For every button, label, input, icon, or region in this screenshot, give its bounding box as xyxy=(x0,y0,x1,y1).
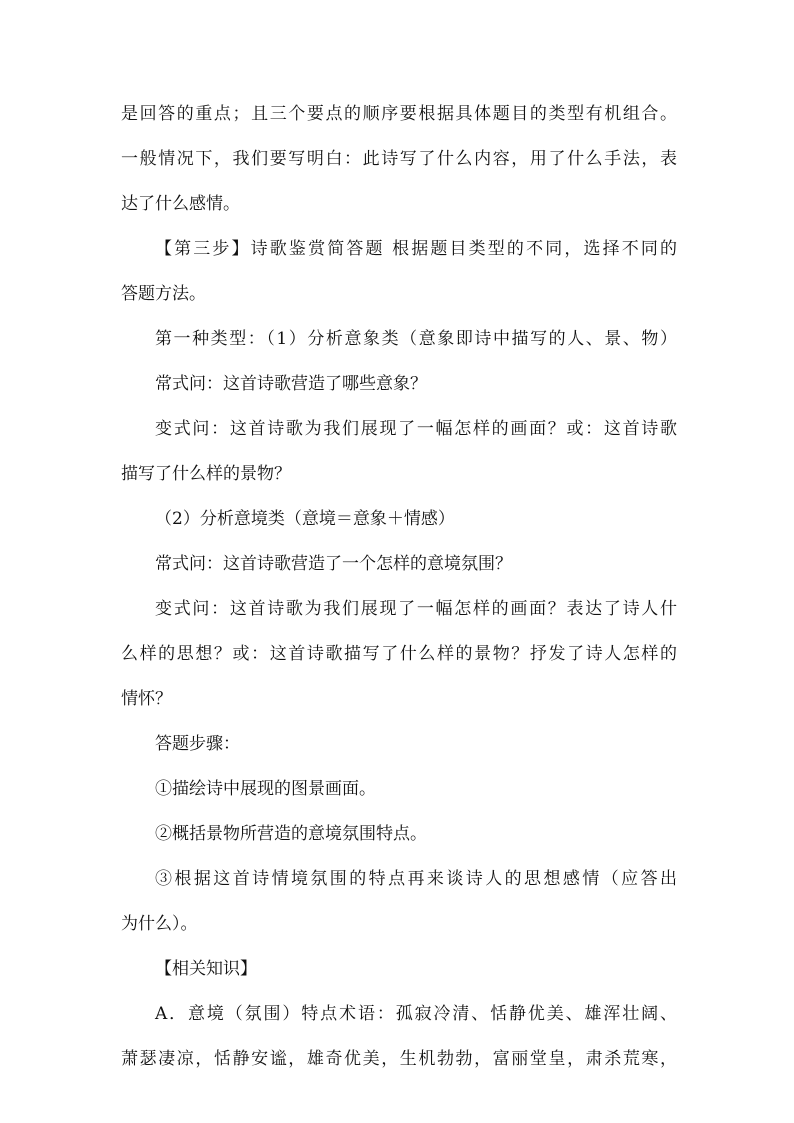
text-line: 描写了什么样的景物？ xyxy=(121,464,291,484)
text-line: ③根据这首诗情境氛围的特点再来谈诗人的思想感情（应答出 xyxy=(155,869,677,889)
text-line: 么样的思想？或：这首诗歌描写了什么样的景物？抒发了诗人怎样的 xyxy=(121,644,677,664)
text-line: A．意境（氛围）特点术语：孤寂冷清、恬静优美、雄浑壮阔、 xyxy=(155,1004,677,1024)
text-line: 【相关知识】 xyxy=(155,959,257,979)
text-line: 答题步骤： xyxy=(155,734,240,754)
text-line: 变式问：这首诗歌为我们展现了一幅怎样的画面？或：这首诗歌 xyxy=(155,419,677,439)
text-line: 是回答的重点；且三个要点的顺序要根据具体题目的类型有机组合。 xyxy=(121,104,677,124)
text-line: ②概括景物所营造的意境氛围特点。 xyxy=(155,824,427,844)
text-line: 【第三步】诗歌鉴赏简答题 根据题目类型的不同，选择不同的 xyxy=(155,239,677,259)
text-line: （2）分析意境类（意境＝意象＋情感） xyxy=(155,509,455,529)
text-line: ①描绘诗中展现的图景画面。 xyxy=(155,779,376,799)
text-line: 第一种类型：（1）分析意象类（意象即诗中描写的人、景、物） xyxy=(155,329,677,349)
text-line: 一般情况下，我们要写明白：此诗写了什么内容，用了什么手法，表 xyxy=(121,149,677,169)
text-line: 达了什么感情。 xyxy=(121,194,240,214)
text-line: 常式问：这首诗歌营造了哪些意象？ xyxy=(155,374,427,394)
text-line: 情怀？ xyxy=(121,689,172,709)
text-line: 为什么）。 xyxy=(121,914,198,934)
text-line: 变式问：这首诗歌为我们展现了一幅怎样的画面？表达了诗人什 xyxy=(155,599,677,619)
text-line: 答题方法。 xyxy=(121,284,206,304)
text-line: 常式问：这首诗歌营造了一个怎样的意境氛围？ xyxy=(155,554,512,574)
text-line: 萧瑟凄凉，恬静安谧，雄奇优美，生机勃勃，富丽堂皇，肃杀荒寒， xyxy=(121,1049,677,1069)
